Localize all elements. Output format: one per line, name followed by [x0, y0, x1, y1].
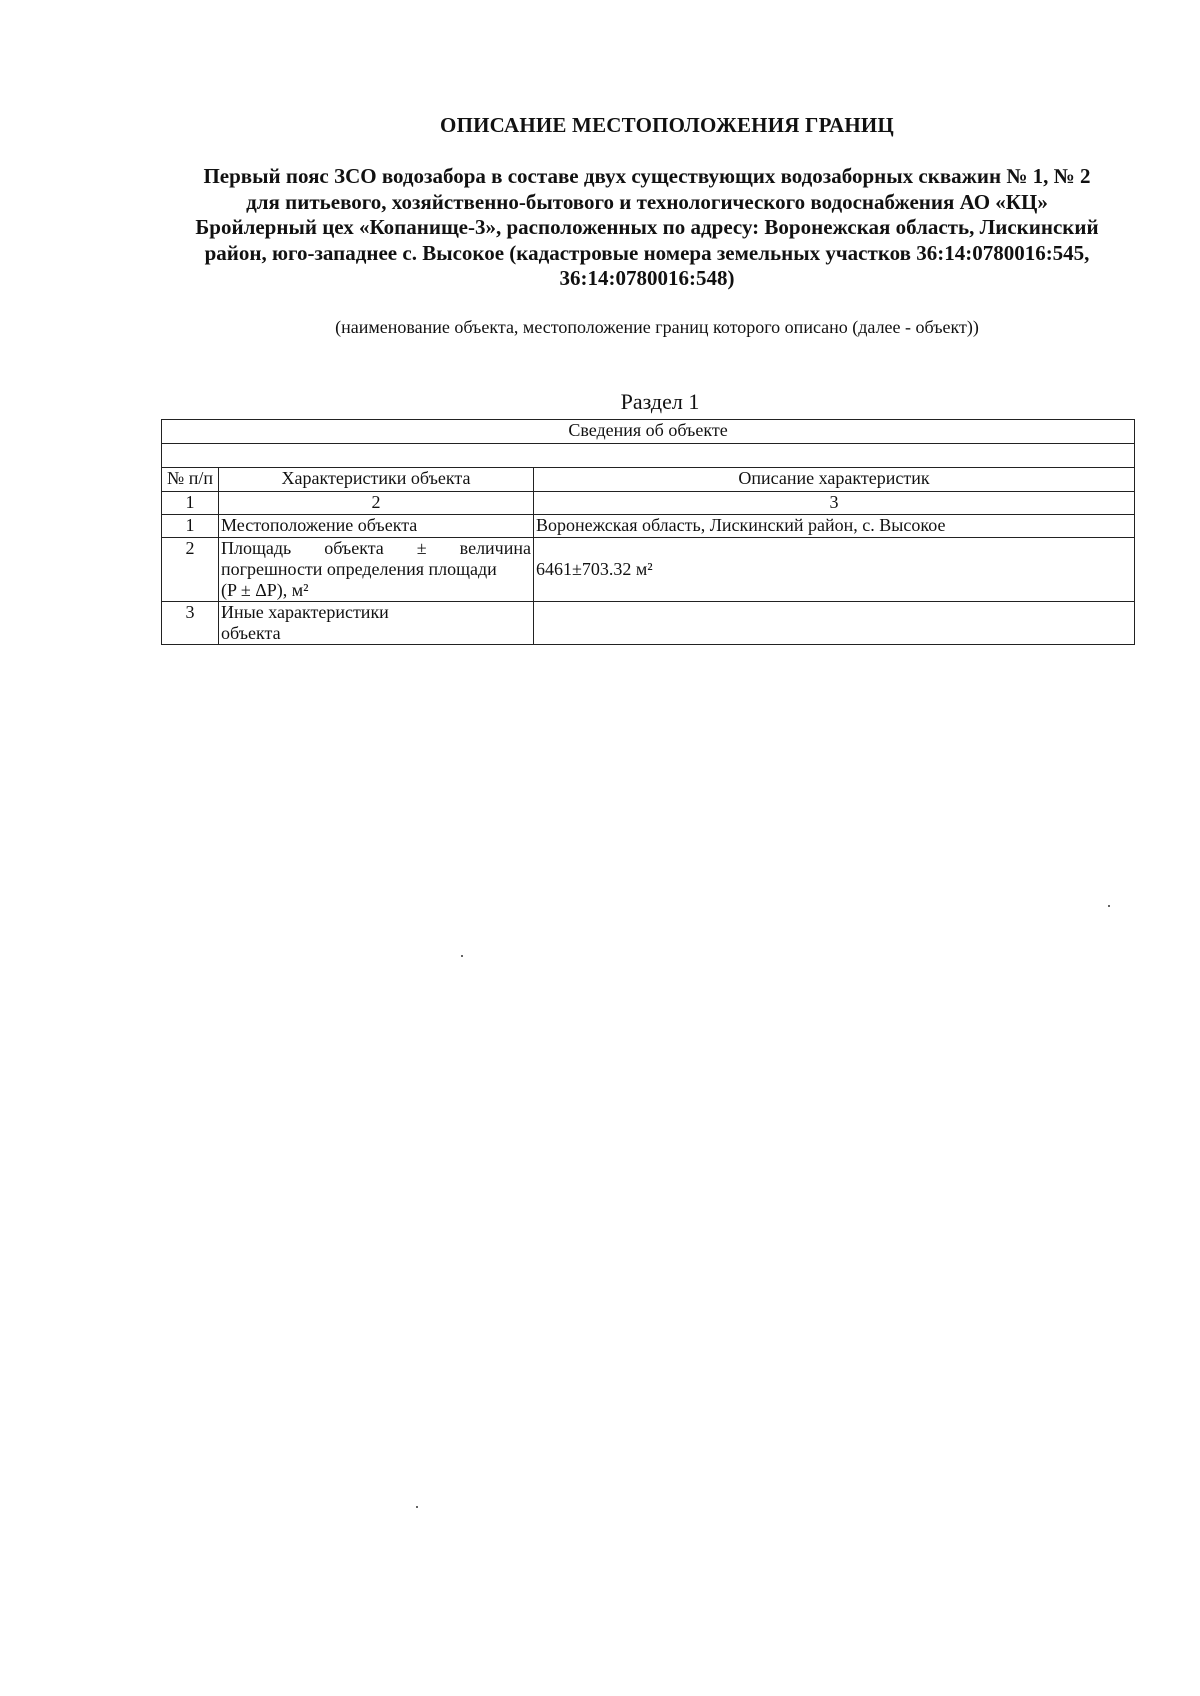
table-blank-row [162, 444, 1135, 468]
row-characteristic: Местоположение объекта [219, 515, 534, 538]
table-header-row [162, 468, 1135, 492]
object-name [162, 164, 1132, 292]
index-cell: 1 [162, 492, 219, 515]
table-title-row [162, 420, 1135, 444]
table-row [162, 538, 1135, 602]
header-cell-description: Описание характеристик [534, 468, 1135, 492]
object-name-line: Бройлерный цех «Копанище-3», расположенных по адресу: Воронежская область, Лискинский [195, 215, 1099, 239]
table-row [162, 602, 1135, 645]
row-characteristic-line: (P ± ΔP), м² [221, 580, 309, 600]
object-name-line: район, юго-западнее с. Высокое (кадастровые номера земельных участков 36:14:0780016:545, [204, 240, 1090, 265]
section-label: Раздел 1 [620, 389, 700, 414]
row-characteristic [219, 538, 534, 602]
row-characteristic-line: Иные характеристики [221, 602, 389, 622]
row-num: 3 [162, 602, 219, 645]
object-name-line: 36:14:0780016:548) [559, 266, 735, 290]
table-title: Сведения об объекте [162, 420, 1135, 444]
object-name-line: для питьевого, хозяйственно-бытового и технологического водоснабжения АО «КЦ» [246, 189, 1048, 214]
row-description: 6461±703.32 м² [534, 538, 1135, 602]
row-characteristic [219, 602, 534, 645]
object-info-table [161, 419, 1135, 645]
row-description: Воронежская область, Лискинский район, с. Высокое [534, 515, 1135, 538]
index-cell: 2 [219, 492, 534, 515]
scan-speck [461, 955, 463, 957]
row-num: 1 [162, 515, 219, 538]
row-characteristic-line: Площадь объекта ± величина [221, 538, 531, 558]
row-characteristic-line: погрешности определения площади [221, 559, 497, 579]
document-title: ОПИСАНИЕ МЕСТОПОЛОЖЕНИЯ ГРАНИЦ [440, 113, 894, 137]
row-num: 2 [162, 538, 219, 602]
table-blank-cell [162, 444, 1135, 468]
object-name-caption: (наименование объекта, местоположение границ которого описано (далее - объект)) [335, 317, 979, 337]
index-cell: 3 [534, 492, 1135, 515]
row-characteristic-line: объекта [221, 623, 281, 643]
object-name-line: Первый пояс ЗСО водозабора в составе двух существующих водозаборных скважин № 1, № 2 [203, 164, 1091, 188]
row-description [534, 602, 1135, 645]
header-cell-characteristic: Характеристики объекта [219, 468, 534, 492]
header-cell-num: № п/п [162, 468, 219, 492]
scan-speck [416, 1506, 418, 1508]
table-index-row [162, 492, 1135, 515]
scan-speck [1108, 905, 1110, 907]
table-row [162, 515, 1135, 538]
